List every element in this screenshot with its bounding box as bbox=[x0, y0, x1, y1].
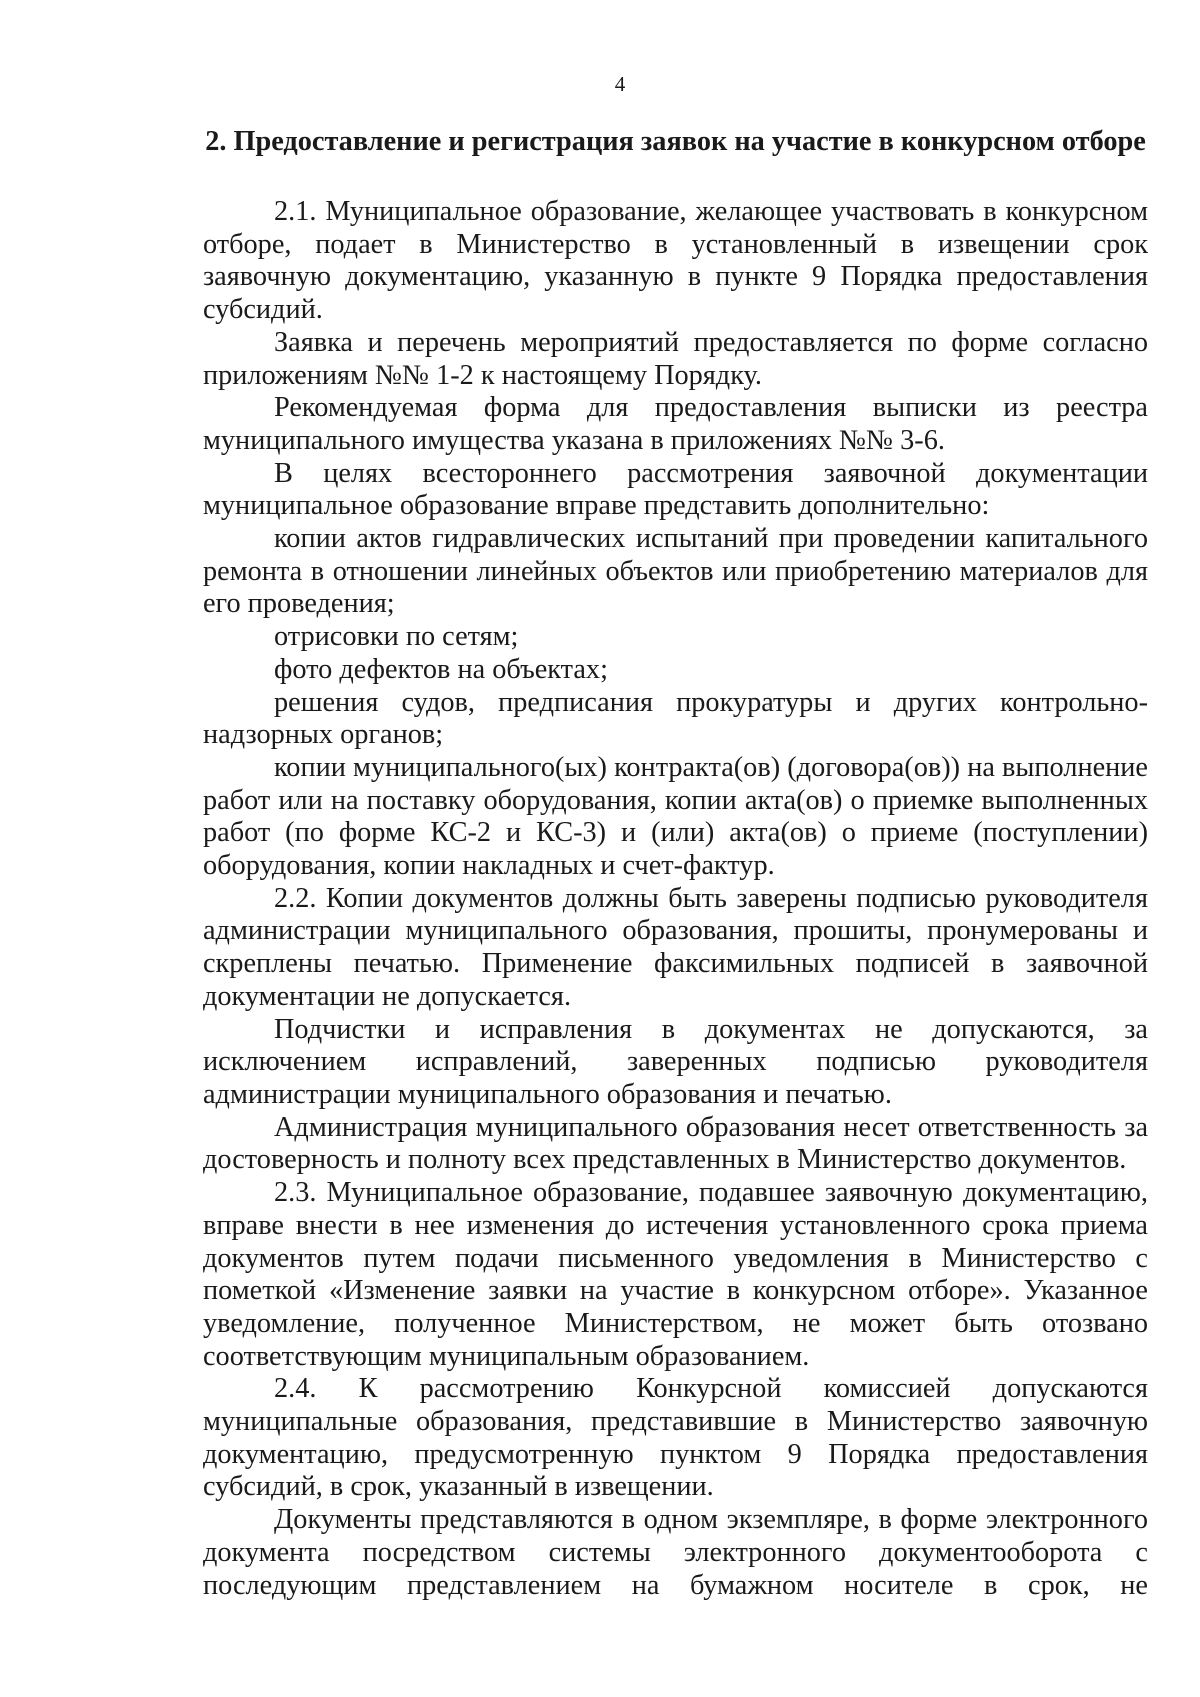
paragraph-no-erasures: Подчистки и исправления в документах не допускаются, за исключением исправлений, заверенных подписью руководителя администрации муниципального образования и печатью. bbox=[203, 1013, 1148, 1110]
paragraph-application-form: Заявка и перечень мероприятий предоставляется по форме согласно приложениям №№ 1-2 к настоящему Порядку. bbox=[203, 326, 1148, 391]
paragraph-list bbox=[203, 196, 1148, 1602]
section-heading: 2. Предоставление и регистрация заявок на участие в конкурсном отборе bbox=[205, 126, 1146, 157]
paragraph-additional-documents: В целях всестороннего рассмотрения заявочной документации муниципальное образование вправе представить дополнительно: bbox=[203, 457, 1148, 522]
paragraph-2-3: 2.3. Муниципальное образование, подавшее заявочную документацию, вправе внести в нее изменения до истечения установленного срока приема документов путем подачи письменного уведомления в Министерство с пометкой «Изменение заявки на участие в конкурсном отборе». Указанное уведомление, полученное Министерством, не может быть отозвано соответствующим муниципальным образованием. bbox=[203, 1177, 1148, 1372]
paragraph-registry-extract: Рекомендуемая форма для предоставления выписки из реестра муниципального имущества указана в приложениях №№ 3-6. bbox=[203, 392, 1148, 456]
list-item-defect-photos: фото дефектов на объектах; bbox=[274, 653, 608, 685]
page-number: 4 bbox=[614, 72, 626, 96]
list-item-contract-copies: копии муниципального(ых) контракта(ов) (договора(ов)) на выполнение работ или на поставку оборудования, копии акта(ов) о приемке выполненных работ (по форме КС-2 и КС-3) и (или) акта(ов) о приеме (поступлении) оборудования, копии накладных и счет-фактур. bbox=[203, 751, 1148, 882]
paragraph-administration-responsibility: Администрация муниципального образования несет ответственность за достоверность и полноту всех представленных в Министерство документов. bbox=[203, 1111, 1148, 1176]
paragraph-2-4: 2.4. К рассмотрению Конкурсной комиссией допускаются муниципальные образования, представившие в Министерство заявочную документацию, предусмотренную пунктом 9 Порядка предоставления субсидий, в срок, указанный в извещении. bbox=[203, 1373, 1148, 1503]
document-body bbox=[203, 125, 1148, 1602]
list-item-hydraulic-test-acts: копии актов гидравлических испытаний при проведении капитального ремонта в отношении линейных объектов или приобретению материалов для его проведения; bbox=[203, 523, 1148, 620]
list-item-network-drawings: отрисовки по сетям; bbox=[274, 621, 519, 653]
list-item-court-decisions: решения судов, предписания прокуратуры и других контрольно-надзорных органов; bbox=[203, 686, 1148, 751]
paragraph-document-submission: Документы представляются в одном экземпляре, в форме электронного документа посредством системы электронного документооборота с последующим представлением на бумажном носителе в срок, не bbox=[203, 1504, 1148, 1601]
paragraph-2-1: 2.1. Муниципальное образование, желающее участвовать в конкурсном отборе, подает в Министерство в установленный в извещении срок заявочную документацию, указанную в пункте 9 Порядка предоставления субсидий. bbox=[203, 196, 1148, 326]
paragraph-2-2: 2.2. Копии документов должны быть заверены подписью руководителя администрации муниципального образования, прошиты, пронумерованы и скреплены печатью. Применение факсимильных подписей в заявочной документации не допускается. bbox=[203, 882, 1148, 1012]
